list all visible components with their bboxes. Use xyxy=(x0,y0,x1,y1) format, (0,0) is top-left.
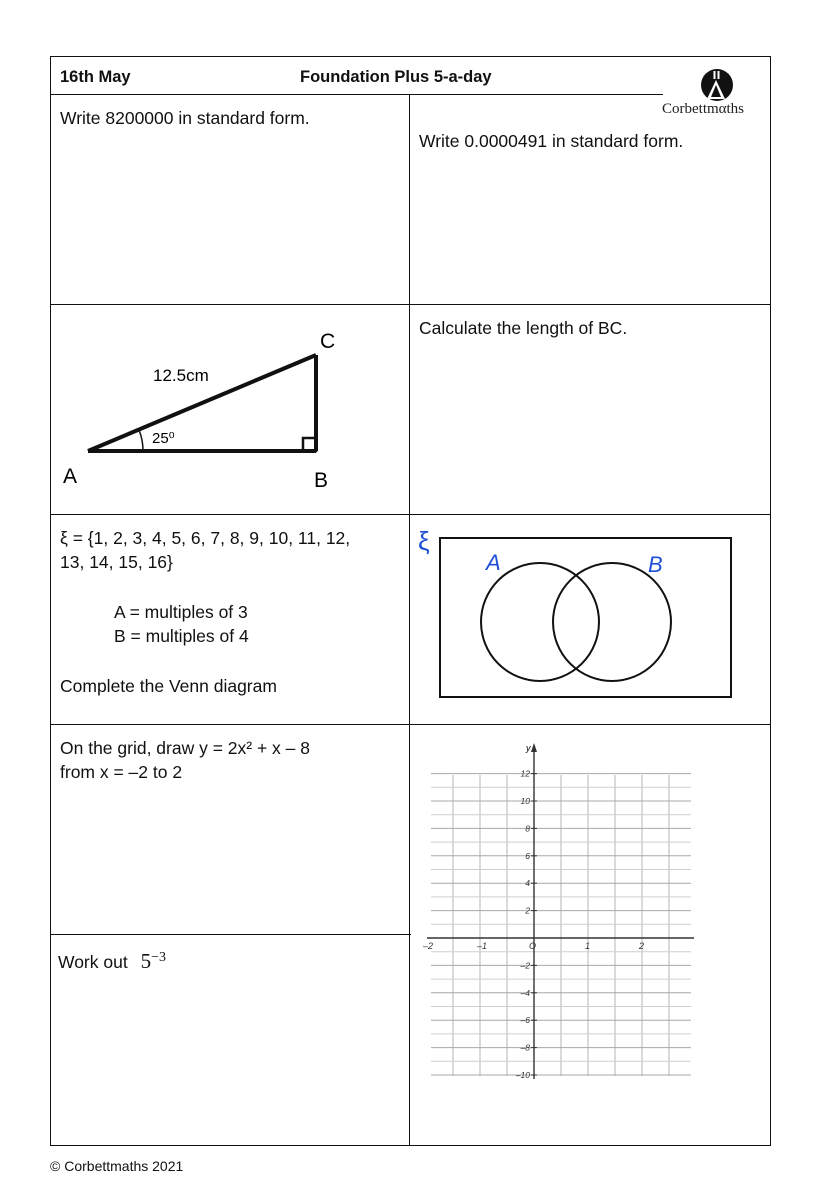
question-1: Write 8200000 in standard form. xyxy=(60,108,310,128)
power-base: 5 xyxy=(140,948,152,973)
set-b-definition: B = multiples of 4 xyxy=(114,626,249,646)
x-tick-label: 2 xyxy=(639,941,645,951)
y-axis-arrow-icon xyxy=(531,743,537,752)
power-exponent: −3 xyxy=(151,950,166,965)
y-tick-label: –10 xyxy=(515,1070,530,1080)
header-title: Foundation Plus 5-a-day xyxy=(300,68,492,86)
venn-instruction: Complete the Venn diagram xyxy=(60,676,277,696)
question-6-prefix: Work out xyxy=(58,951,128,972)
x-tick-label: –1 xyxy=(477,941,488,951)
hypotenuse-label: 12.5cm xyxy=(153,366,209,385)
column-divider xyxy=(409,94,410,1145)
set-b-label: B xyxy=(648,552,663,577)
question-2: Write 0.0000491 in standard form. xyxy=(419,131,684,151)
y-tick-label: 10 xyxy=(520,796,530,806)
row-divider-3 xyxy=(51,724,770,725)
venn-diagram xyxy=(412,522,742,707)
row-divider-4-left xyxy=(51,934,411,935)
vertex-c-label: C xyxy=(320,330,336,353)
row-divider-1 xyxy=(51,304,770,305)
circle-a xyxy=(481,563,599,681)
x-tick-label: O xyxy=(529,941,537,951)
y-tick-label: –6 xyxy=(520,1015,530,1026)
coordinate-grid xyxy=(415,735,705,1085)
triangle-diagram xyxy=(55,320,355,500)
vertex-a-label: A xyxy=(63,465,78,488)
set-a-definition: A = multiples of 3 xyxy=(114,602,248,622)
universal-rectangle xyxy=(440,538,731,697)
footer-text: Corbettmaths 2021 xyxy=(64,1158,184,1174)
circle-b xyxy=(553,563,671,681)
y-tick-label: 6 xyxy=(525,850,530,861)
x-tick-label: –2 xyxy=(423,941,434,951)
copyright-icon: © xyxy=(50,1158,61,1174)
universal-set-line-1: ξ = {1, 2, 3, 4, 5, 6, 7, 8, 9, 10, 11, 12, xyxy=(60,528,351,548)
question-3: Calculate the length of BC. xyxy=(419,318,628,338)
question-6 xyxy=(58,946,166,974)
y-axis-label: y xyxy=(526,743,531,753)
question-5-line-1: On the grid, draw y = 2x² + x – 8 xyxy=(60,738,310,758)
corbettmaths-logo-icon xyxy=(697,67,737,105)
footer xyxy=(50,1158,183,1174)
row-divider-2 xyxy=(51,514,770,515)
y-tick-label: 8 xyxy=(525,823,530,834)
y-tick-label: –4 xyxy=(520,987,530,998)
header-date: 16th May xyxy=(60,68,131,86)
y-tick-label: –8 xyxy=(520,1042,530,1053)
angle-arc xyxy=(139,430,143,451)
y-tick-label: 4 xyxy=(525,878,530,889)
universal-set-line-2: 13, 14, 15, 16} xyxy=(60,552,173,572)
set-a-label: A xyxy=(486,550,501,575)
y-tick-label: 12 xyxy=(520,768,530,779)
universal-symbol: ξ xyxy=(418,526,430,556)
y-tick-label: –2 xyxy=(520,960,530,971)
logo-text: Corbettmαths xyxy=(662,101,745,117)
x-tick-label: 1 xyxy=(585,941,591,951)
y-tick-label: 2 xyxy=(525,905,530,916)
question-5-line-2: from x = –2 to 2 xyxy=(60,762,183,782)
angle-label: 25⁰ xyxy=(152,430,175,447)
header-divider-left xyxy=(51,94,663,95)
vertex-b-label: B xyxy=(314,469,329,492)
